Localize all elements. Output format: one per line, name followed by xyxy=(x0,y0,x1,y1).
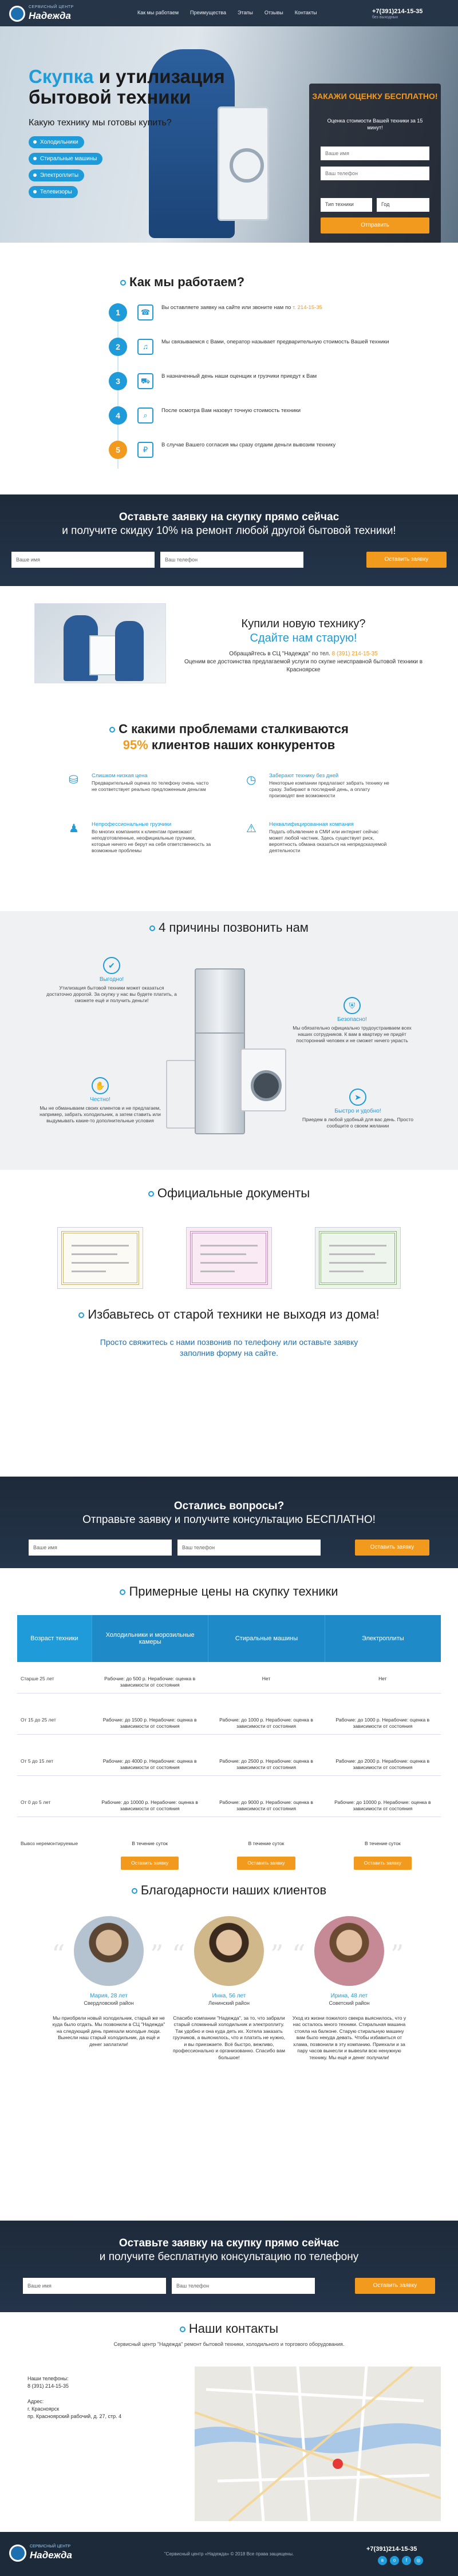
headset-icon: ♫ xyxy=(137,339,153,355)
vk-icon[interactable]: в xyxy=(378,2556,387,2565)
reasons-section xyxy=(0,911,458,1170)
quote-icon: “ xyxy=(52,1939,65,1970)
search-icon: ⌕ xyxy=(137,407,153,424)
newtech-text: Обращайтесь в СЦ "Надежда" по тел. xyxy=(229,651,332,657)
table-row: От 0 до 5 лет Рабочие: до 10000 р. Нерабочие: оценка в зависимости от состояния Рабочие: до 9000 р. Нерабочие: оценка в зависимости от состояния Рабочие: до 10000 р. Нерабочие: оценка в зависимости от состояния xyxy=(17,1795,441,1817)
nav-link-advantages[interactable]: Преимущества xyxy=(190,10,226,15)
circle-icon xyxy=(109,727,115,733)
speed-icon: ➤ xyxy=(349,1089,366,1106)
step-item xyxy=(109,334,406,359)
appliance-item: Стиральные машины xyxy=(29,153,102,165)
reason-text: Приедем в любой удобный для вас день. Просто сообщите о своем желании xyxy=(302,1117,413,1129)
section-title: Избавьтесь от старой техники не выходя из дома! xyxy=(0,1307,458,1322)
step-text: После осмотра Вам назовут точную стоимость техники xyxy=(161,407,301,414)
newtech-text-2: Оценим все достоинства предлагаемой услуги по скупке неисправной бытовой техники в Красноярске xyxy=(184,659,423,673)
newtech-title: Купили новую технику? xyxy=(241,618,366,630)
step-item xyxy=(109,300,406,325)
newtech-phone[interactable]: 8 (391) 214-15-35 xyxy=(331,651,378,657)
reason-text: Мы обязательно официально трудоустраиваем всех наших сотрудников. К вам в квартиру не придёт посторонний человек и не сможет ничего украсть xyxy=(293,1025,412,1044)
map-pin-icon xyxy=(333,2459,343,2469)
main-nav xyxy=(137,10,317,15)
site-footer xyxy=(0,2532,458,2576)
cta-title: Оставьте заявку на скупку прямо сейчас и получите скидку 10% на ремонт любой другой бытовой техники! xyxy=(62,511,396,537)
header-phone-note: без выходных xyxy=(372,15,398,19)
how-we-work-section xyxy=(0,243,458,494)
instagram-icon[interactable]: ◎ xyxy=(414,2556,423,2565)
section-title: Примерные цены на скупку техники xyxy=(0,1584,458,1599)
quote-icon: “ xyxy=(172,1939,185,1970)
footer-phone[interactable]: +7(391)214-15-35 xyxy=(366,2546,417,2553)
problem-item xyxy=(69,821,212,856)
hero-section xyxy=(0,26,458,243)
reason-item xyxy=(292,1089,424,1129)
review-area: Свердловский район xyxy=(84,2000,134,2006)
circle-icon xyxy=(132,1888,137,1894)
phones-label: Наши телефоны: xyxy=(27,2376,69,2381)
logo-icon[interactable] xyxy=(9,6,25,22)
certificate-image[interactable] xyxy=(57,1227,143,1289)
problem-item xyxy=(69,773,212,807)
get-rid-section xyxy=(0,1292,458,1384)
section-title: С какими проблемами сталкиваются 95% клиентов наших конкурентов xyxy=(0,721,458,753)
table-row: От 15 до 25 лет Рабочие: до 1500 р. Нерабочие: оценка в зависимости от состояния Рабочие: до 1000 р. Нерабочие: оценка в зависимости от состояния Рабочие: до 1000 р. Нерабочие: оценка в зависимости от состояния xyxy=(17,1712,441,1735)
hands-icon: ✋ xyxy=(92,1077,109,1094)
appliance-item: Электроплиты xyxy=(29,169,84,181)
reason-item xyxy=(34,1077,166,1124)
phone-input[interactable]: Ваш телефон xyxy=(160,552,303,568)
submit-button[interactable]: Отправить xyxy=(321,217,429,234)
problem-text: Предварительный оценка по телефону очень часто не соответствует реально предложенным деньгам xyxy=(92,780,209,793)
contacts-section xyxy=(0,2312,458,2532)
problem-text: Во многих компаниях к клиентам приезжают неподготовленные, неофициальные грузчики, которые ничего не берут на себя ответственность за возможные проблемы xyxy=(92,829,211,854)
problems-section xyxy=(0,710,458,893)
name-input[interactable]: Ваше имя xyxy=(11,552,155,568)
column-header: Электроплиты xyxy=(325,1615,441,1662)
avatar xyxy=(74,1916,144,1986)
hero-title-rest: и утилизация xyxy=(93,66,225,87)
table-row: От 5 до 15 лет Рабочие: до 4000 р. Нерабочие: оценка в зависимости от состояния Рабочие: до 2500 р. Нерабочие: оценка в зависимости от состояния Рабочие: до 2000 р. Нерабочие: оценка в зависимости от состояния xyxy=(17,1754,441,1776)
avatar xyxy=(194,1916,264,1986)
ok-icon[interactable]: о xyxy=(390,2556,399,2565)
shield-icon: ⛨ xyxy=(344,997,361,1014)
coins-icon: ⛁ xyxy=(69,774,78,786)
phone-input[interactable]: Ваш телефон xyxy=(172,2278,315,2294)
circle-icon xyxy=(180,2326,185,2332)
cta-banner-consult xyxy=(0,2221,458,2312)
circle-icon xyxy=(120,1589,125,1595)
submit-button[interactable]: Оставить заявку xyxy=(355,1540,429,1556)
address-street: пр. Красноярский рабочий, д. 27, стр. 4 xyxy=(27,2413,122,2419)
contact-phone[interactable]: 8 (391) 214-15-35 xyxy=(27,2383,69,2389)
table-row: Старше 25 лет Рабочие: до 500 р. Нерабочие: оценка в зависимости от состояния Нет Нет xyxy=(17,1671,441,1693)
thumb-icon: ✔ xyxy=(103,957,120,974)
logo-name[interactable]: Надежда xyxy=(29,10,71,21)
problem-item xyxy=(246,821,389,856)
nav-link-how[interactable]: Как мы работаем xyxy=(137,10,179,15)
appliance-list xyxy=(29,136,102,198)
facebook-icon[interactable]: f xyxy=(402,2556,411,2565)
table-row: Вывоз неремонтируемые В течение суток В течение суток В течение суток xyxy=(21,1841,401,1846)
certificate-image[interactable] xyxy=(315,1227,401,1289)
phone-input[interactable] xyxy=(321,167,429,180)
column-header: Холодильники и морозильные камеры xyxy=(92,1615,208,1662)
step-text: Вы оставляете заявку на сайте или звоните нам по xyxy=(161,304,293,311)
newtech-subtitle: Сдайте нам старую! xyxy=(250,632,357,644)
reason-title: Честно! xyxy=(90,1097,110,1103)
reason-text: Утилизация бытовой техники может оказаться достаточно дорогой. За скупку у нас вы будете платить, а сможете ещё и получить деньги! xyxy=(46,985,177,1004)
column-header: Стиральные машины xyxy=(208,1615,324,1662)
name-input[interactable]: Ваше имя xyxy=(23,2278,166,2294)
quote-icon: ” xyxy=(390,1939,404,1970)
review-name: Ирина, 48 лет xyxy=(330,1993,368,1999)
problem-item xyxy=(246,773,389,807)
step-text: В назначенный день наши оценщик и грузчики приедут к Вам xyxy=(161,373,317,379)
copyright: "Сервисный центр «Надежда» © 2018 Все права защищены. xyxy=(164,2551,294,2557)
review-area: Ленинский район xyxy=(208,2000,250,2006)
review-card xyxy=(52,1916,166,2048)
year-select[interactable]: Год xyxy=(377,198,429,212)
nav-link-contacts[interactable]: Контакты xyxy=(294,10,317,15)
reason-item xyxy=(286,997,418,1044)
quote-icon: ” xyxy=(150,1939,164,1970)
form-subtitle: Оценка стоимости Вашей техники за 15 минут! xyxy=(327,118,423,130)
submit-button[interactable]: Оставить заявку xyxy=(355,2278,435,2294)
map[interactable] xyxy=(195,2367,441,2521)
documents-section xyxy=(0,1170,458,1292)
review-card xyxy=(292,1916,406,2061)
fridge-image xyxy=(195,968,245,1134)
phone-icon: ☎ xyxy=(137,304,153,320)
step-item xyxy=(109,403,406,428)
hero-subtitle: Какую технику мы готовы купить? xyxy=(29,118,172,128)
quote-icon: “ xyxy=(292,1939,306,1970)
address-city: г. Красноярск xyxy=(27,2406,60,2412)
reason-item xyxy=(46,957,177,1004)
step-text: Мы связываемся с Вами, оператор называет предварительную стоимость Вашей техники xyxy=(161,339,389,345)
logo-caption: СЕРВИСНЫЙ ЦЕНТР xyxy=(30,2545,71,2549)
problem-title: Непрофессиональные грузчики xyxy=(92,821,172,828)
clock-icon: ◷ xyxy=(246,774,256,786)
appliance-item: Телевизоры xyxy=(29,186,78,198)
appliance-item: Холодильники xyxy=(29,136,84,148)
submit-button[interactable]: Оставить заявку xyxy=(366,552,447,568)
estimate-form xyxy=(309,84,441,244)
reason-title: Быстро и удобно! xyxy=(334,1108,381,1114)
section-title: Благодарности наших клиентов xyxy=(0,1883,458,1898)
cta-title: Оставьте заявку на скупку прямо сейчас и получите бесплатную консультацию по телефону xyxy=(99,2237,359,2263)
warning-icon: ⚠ xyxy=(246,822,256,835)
step-text: В случае Вашего согласия мы сразу отдаим деньги вывозим технику xyxy=(161,442,336,448)
avatar xyxy=(314,1916,384,1986)
step-number: 1 xyxy=(109,303,127,322)
step-number: 3 xyxy=(109,372,127,390)
logo-name: Надежда xyxy=(30,2550,72,2561)
type-select[interactable]: Тип техники xyxy=(321,198,372,212)
problem-title: Слишком низкая цена xyxy=(92,773,148,779)
quote-icon: ” xyxy=(270,1939,284,1970)
section-title: 4 причины позвонить нам xyxy=(0,920,458,935)
hero-title-accent: Скупка xyxy=(29,66,94,87)
phone-input[interactable]: Ваш телефон xyxy=(177,1540,321,1556)
review-area: Советский район xyxy=(329,2000,370,2006)
header-phone[interactable]: +7(391)214-15-35 xyxy=(372,8,423,15)
column-header: Возраст техники xyxy=(17,1615,92,1662)
review-card xyxy=(172,1916,286,2061)
logo-caption: СЕРВИСНЫЙ ЦЕНТР xyxy=(29,5,74,9)
reason-text: Мы не обманываем своих клиентов и не предлагаем, например, забрать холодильник, а затем ставить или выдумывать какие-то дополнительные условия xyxy=(40,1105,161,1124)
order-button[interactable]: Оставить заявку xyxy=(237,1857,295,1870)
site-header xyxy=(0,0,458,26)
circle-icon xyxy=(148,1191,154,1197)
problem-text: Некоторые компании предлагают забрать технику не сразу. Забирают в последний день, а оплату производят вне возможности xyxy=(269,780,389,799)
step-item xyxy=(109,437,406,462)
washer-image xyxy=(240,1048,286,1111)
hero-title xyxy=(29,66,225,107)
address-label: Адрес: xyxy=(27,2399,44,2404)
review-text: Уход из жизни пожилого свекра выяснилось, что у нас осталось много техники. Стиральная машина стояла на балконе. Старую стиральную машину вам было некуда девать. Чтобы избавиться от хлама, позвонили в эту компанию. Приехали и за пару часов вынесли и вывезли всю ненужную технику. Мы ещё и денег получили! xyxy=(292,2015,406,2060)
order-button[interactable]: Оставить заявку xyxy=(121,1857,179,1870)
getrid-text: Просто свяжитесь с нами позвонив по телефону или оставьте заявку заполнив форму на сайте. xyxy=(100,1338,358,1358)
circle-icon xyxy=(149,925,155,931)
circle-icon xyxy=(120,280,126,286)
step-item xyxy=(109,369,406,394)
cta-banner-discount xyxy=(0,494,458,586)
section-title: Как мы работаем? xyxy=(120,275,244,290)
money-icon: ₽ xyxy=(137,442,153,458)
movers-image xyxy=(34,603,166,683)
map-graphic xyxy=(195,2367,441,2521)
problem-text: Подать объявление в СМИ или интернет сейчас может любой частник. Здесь существует риск, вероятность обмана оказаться на непредсказуемой деятельности xyxy=(269,829,387,854)
nav-link-steps[interactable]: Этапы xyxy=(237,10,253,15)
washing-machine-image xyxy=(218,106,269,221)
prices-section xyxy=(0,1568,458,1871)
percent-value: 95% xyxy=(123,737,148,752)
step-number: 5 xyxy=(109,441,127,459)
reviews-section xyxy=(0,1871,458,2192)
review-name: Мария, 28 лет xyxy=(90,1993,128,1999)
form-title: ЗАКАЖИ ОЦЕНКУ БЕСПЛАТНО! xyxy=(312,92,438,101)
section-title: Официальные документы xyxy=(0,1186,458,1201)
review-text: Спасибо компании "Надежда", за то, что забрали старый сломанный холодильник и электроплиту. Так удобно и она куда деть их. Хотела заказать грузчиков, а выяснилось, что и платить не нужно, и вы приезжаете. Всё быстро, вежливо, профессионально и организованно. Спасибо вам большое! xyxy=(173,2015,285,2060)
problem-title: Неквалифицированная компания xyxy=(269,821,354,828)
circle-icon xyxy=(78,1312,84,1318)
cta-title: Остались вопросы? Отправьте заявку и получите консультацию БЕСПЛАТНО! xyxy=(82,1500,376,1526)
name-input[interactable] xyxy=(321,147,429,160)
contacts-description: Сервисный центр "Надежда" ремонт бытовой техники, холодильного и торгового оборудования. xyxy=(113,2341,345,2347)
hero-title-line2: бытовой техники xyxy=(29,86,191,108)
step-number: 4 xyxy=(109,406,127,425)
reason-title: Безопасно! xyxy=(337,1016,367,1023)
reason-title: Выгодно! xyxy=(99,976,124,983)
order-button[interactable]: Оставить заявку xyxy=(354,1857,412,1870)
table-header xyxy=(17,1615,441,1662)
nav-link-reviews[interactable]: Отзывы xyxy=(264,10,283,15)
certificate-image[interactable] xyxy=(186,1227,272,1289)
new-tech-section xyxy=(0,586,458,689)
step-phone[interactable]: т. 214-15-35 xyxy=(293,304,322,311)
review-name: Инна, 56 лет xyxy=(212,1993,246,1999)
cta-banner-questions xyxy=(0,1477,458,1568)
name-input[interactable]: Ваше имя xyxy=(29,1540,172,1556)
truck-icon: ⛟ xyxy=(137,373,153,389)
step-number: 2 xyxy=(109,338,127,356)
worker-icon: ♟ xyxy=(69,822,79,835)
problem-title: Заберают технику без дней xyxy=(269,773,339,779)
review-text: Мы приобрели новый холодильник, старый же не куда было отдать. Мы позвонили в СЦ "Надежда" на следующий день приехали молодые люди. Вынесли наш старый холодильник, да ещё и денег заплатили! xyxy=(52,2015,165,2047)
social-links xyxy=(378,2556,423,2565)
section-title: Наши контакты xyxy=(0,2321,458,2336)
